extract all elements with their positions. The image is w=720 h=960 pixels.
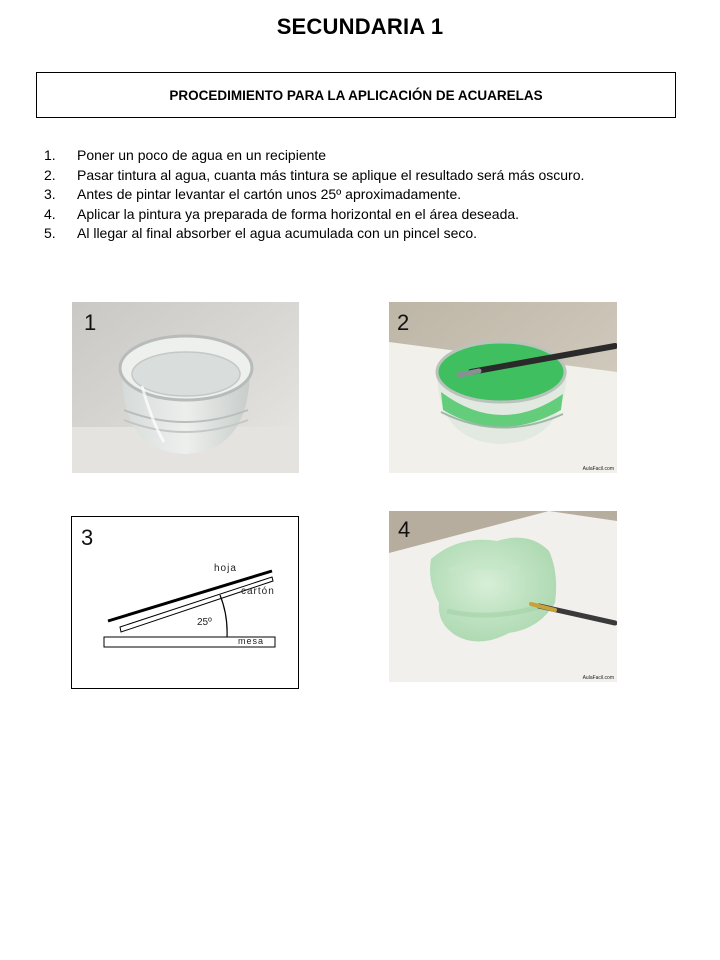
- page-title: SECUNDARIA 1: [276, 14, 444, 39]
- step-text: Antes de pintar levantar el cartón unos 25º aproximadamente.: [77, 186, 462, 202]
- step-item: [44, 166, 584, 186]
- figure-2-photo: [389, 302, 617, 473]
- steps-list: [44, 146, 584, 244]
- label-angle: 25º: [197, 617, 212, 628]
- step-text: Pasar tintura al agua, cuanta más tintura se aplique el resultado será más oscuro.: [77, 166, 585, 183]
- label-hoja: hoja: [214, 563, 237, 574]
- figure-1-number: 1: [84, 310, 97, 335]
- step-text: Aplicar la pintura ya preparada de forma horizontal en el área deseada.: [77, 205, 520, 222]
- label-mesa: mesa: [238, 636, 265, 646]
- photo-credit: AulaFacil.com: [582, 675, 614, 681]
- angle-diagram: [72, 517, 298, 688]
- figure-4-number: 4: [398, 517, 411, 542]
- step-number: 3.: [44, 186, 56, 202]
- green-water-illustration: [389, 302, 617, 473]
- step-number: 2.: [44, 166, 56, 183]
- green-wash-illustration: [389, 511, 617, 682]
- photo-credit: AulaFacil.com: [582, 466, 614, 472]
- step-number: 1.: [44, 147, 56, 163]
- step-number: 5.: [44, 225, 56, 241]
- step-item: [44, 224, 584, 244]
- label-carton: cartón: [241, 586, 275, 597]
- step-text: Poner un poco de agua en un recipiente: [77, 147, 327, 163]
- subtitle-box: [36, 72, 676, 118]
- figure-2-number: 2: [397, 310, 410, 335]
- step-item: [44, 185, 584, 205]
- subtitle: PROCEDIMIENTO PARA LA APLICACIÓN DE ACUARELAS: [169, 87, 543, 103]
- figure-3-diagram: [71, 516, 299, 689]
- step-number: 4.: [44, 205, 56, 222]
- figure-4-photo: [389, 511, 617, 682]
- figure-3-number: 3: [81, 525, 94, 550]
- step-text: Al llegar al final absorber el agua acumulada con un pincel seco.: [77, 225, 478, 241]
- step-item: [44, 146, 584, 166]
- step-item: [44, 205, 584, 225]
- glass-bowl-illustration: [72, 302, 299, 473]
- figure-1-photo: [72, 302, 299, 473]
